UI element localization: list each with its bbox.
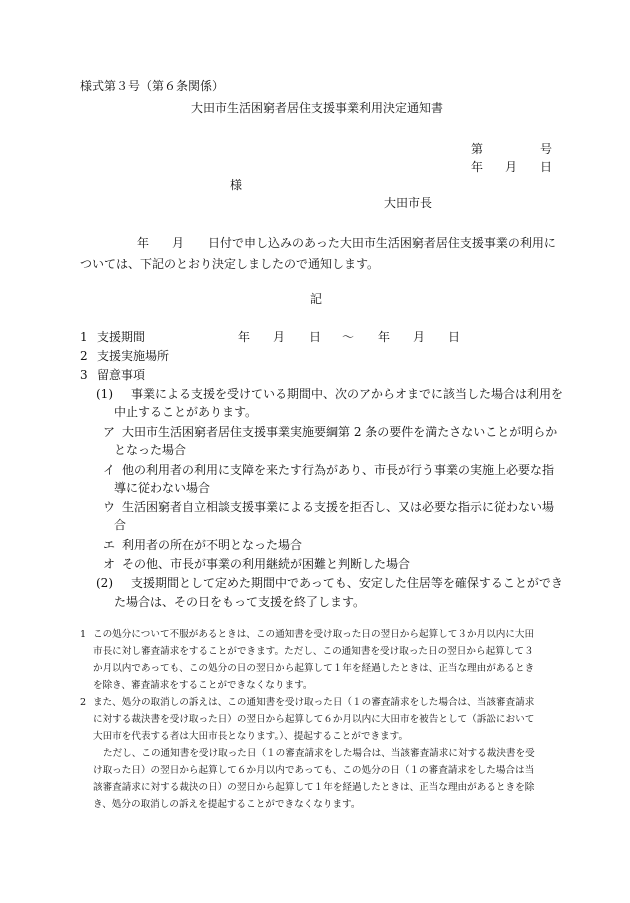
note-2-mark: (2) bbox=[96, 576, 113, 590]
note-1-line2: 中止することがあります。 bbox=[114, 405, 258, 419]
note-u-mark: ウ bbox=[103, 500, 116, 514]
footnote-2-line2: に対する裁決書を受け取った日）の翌日から起算して６か月以内に大田市を被告として（訴訟において bbox=[93, 714, 535, 725]
note-i-line2: 導に従わない場合 bbox=[114, 481, 211, 495]
date-day: 日 bbox=[540, 160, 553, 174]
footnote-1-line2: 市長に対し審査請求をすることができます。ただし、この通知書を受け取った日の翌日から起算して３ bbox=[93, 646, 534, 657]
footnote-2-line7: き、処分の取消しの訴えを提起することができなくなります。 bbox=[93, 799, 361, 810]
body-line1: 日付で申し込みのあった大田市生活困窮者居住支援事業の利用に bbox=[208, 236, 556, 250]
note-i-mark: イ bbox=[103, 463, 116, 477]
note-o-line1: その他、市長が事業の利用継続が困難と判断した場合 bbox=[122, 557, 411, 571]
doc-number-suffix: 号 bbox=[540, 142, 553, 156]
document-title: 大田市生活困窮者居住支援事業利用決定通知書 bbox=[191, 101, 444, 115]
ki-heading: 記 bbox=[310, 292, 323, 306]
note-e-mark: エ bbox=[103, 538, 116, 552]
note-u-line2: 合 bbox=[114, 518, 127, 532]
period-start-year: 年 bbox=[238, 330, 251, 344]
period-start-day: 日 bbox=[309, 330, 322, 344]
note-2-line2: た場合は、その日をもって支援を終了します。 bbox=[114, 595, 366, 609]
body-year: 年 bbox=[137, 236, 150, 250]
body-line2: ついては、下記のとおり決定しましたので通知します。 bbox=[80, 257, 380, 271]
item-1-label: 支援期間 bbox=[97, 330, 146, 344]
footnote-1-line3: か月以内であっても、この処分の日の翌日から起算して１年を経過したときは、正当な理由があるとき bbox=[93, 663, 535, 674]
note-a-line2: となった場合 bbox=[114, 443, 187, 457]
footnote-1-number: 1 bbox=[80, 629, 87, 640]
footnote-1-line1: この処分について不服があるときは、この通知書を受け取った日の翌日から起算して３か月以内に大田 bbox=[93, 629, 535, 640]
item-2-number: 2 bbox=[80, 349, 88, 363]
note-1-mark: (1) bbox=[96, 387, 113, 401]
period-end-month: 月 bbox=[413, 330, 426, 344]
item-3-label: 留意事項 bbox=[97, 368, 146, 382]
period-end-year: 年 bbox=[378, 330, 391, 344]
issuer: 大田市長 bbox=[384, 196, 433, 210]
footnote-2-line6: 該審査請求に対する裁決の日）の翌日から起算して１年を経過したときは、正当な理由があるときを除 bbox=[93, 782, 535, 793]
note-i-line1: 他の利用者の利用に支障を来たす行為があり、市長が行う事業の実施上必要な指 bbox=[122, 463, 555, 477]
note-2-line1: 支援期間として定めた期間中であっても、安定した住居等を確保することができ bbox=[131, 576, 563, 590]
period-end-day: 日 bbox=[448, 330, 461, 344]
note-1-line1: 事業による支援を受けている期間中、次のアからオまでに該当した場合は利用を bbox=[131, 387, 564, 401]
form-label: 様式第３号（第６条関係） bbox=[80, 79, 225, 93]
doc-number-prefix: 第 bbox=[471, 142, 484, 156]
item-2-label: 支援実施場所 bbox=[97, 349, 170, 363]
note-a-line1: 大田市生活困窮者居住支援事業実施要綱第 2 条の要件を満たさないことが明らか bbox=[122, 425, 558, 439]
period-start-month: 月 bbox=[273, 330, 286, 344]
footnote-1-line4: を除き、審査請求をすることができなくなります。 bbox=[93, 680, 313, 691]
footnote-2-line4: ただし、この通知書を受け取った日（１の審査請求をした場合は、当該審査請求に対する裁決書を受 bbox=[103, 748, 535, 759]
footnote-2-line1: また、処分の取消しの訴えは、この通知書を受け取った日（１の審査請求をした場合は、当該審査請求 bbox=[93, 697, 535, 708]
period-tilde: 〜 bbox=[342, 330, 355, 344]
footnote-2-number: 2 bbox=[80, 697, 87, 708]
body-month: 月 bbox=[172, 236, 185, 250]
note-a-mark: ア bbox=[103, 425, 116, 439]
date-month: 月 bbox=[505, 160, 518, 174]
footnote-2-line5: け取った日）の翌日から起算して６か月以内であっても、この処分の日（１の審査請求をした場合は当 bbox=[93, 765, 535, 776]
date-year: 年 bbox=[471, 160, 484, 174]
addressee-suffix: 様 bbox=[230, 178, 243, 192]
item-1-number: 1 bbox=[80, 330, 88, 344]
note-e-line1: 利用者の所在が不明となった場合 bbox=[122, 538, 303, 552]
footnote-2-line3: 大田市を代表する者は大田市長となります。）、提起することができます。 bbox=[93, 731, 409, 742]
item-3-number: 3 bbox=[80, 368, 88, 382]
note-u-line1: 生活困窮者自立相談支援事業による支援を拒否し、又は必要な指示に従わない場 bbox=[122, 500, 555, 514]
note-o-mark: オ bbox=[103, 557, 116, 571]
